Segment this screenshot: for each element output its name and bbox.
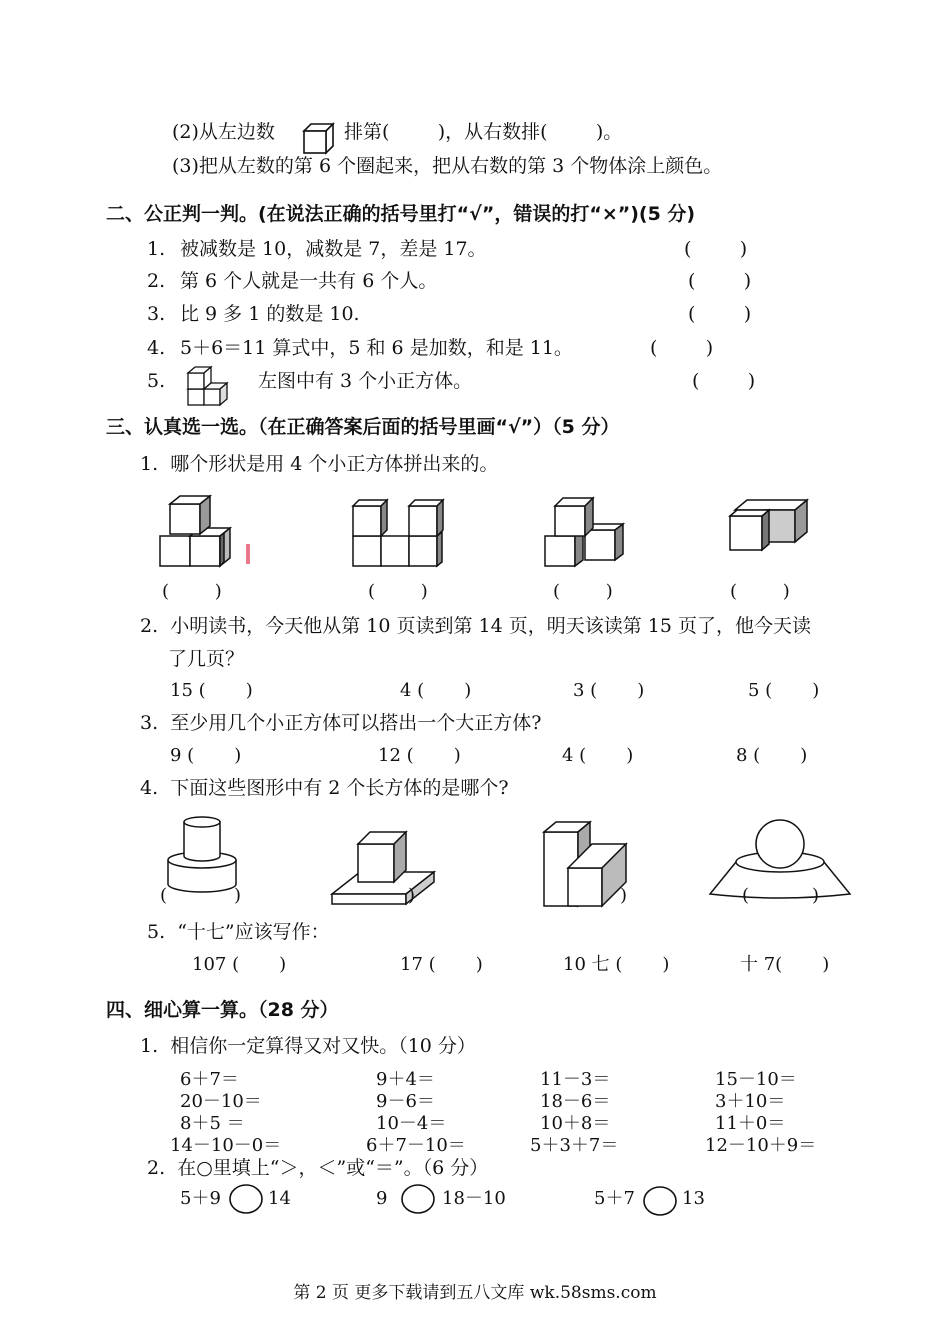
compare-left: 9 [376,1188,388,1209]
compare-left: 5＋7 [594,1188,635,1209]
s3-q3-option[interactable]: 12 ( ) [378,745,461,766]
compare-right: 18－10 [442,1188,506,1209]
page-footer: 第 2 页 更多下载请到五八文库 wk.58sms.com [293,1283,657,1303]
s2-item-paren[interactable]: ( ) [688,303,752,325]
s3-q1-text: 1. 哪个形状是用 4 个小正方体拼出来的。 [140,453,499,475]
s3-q4-paren[interactable]: ) [234,885,242,906]
cube-figure-a [158,494,258,572]
s3-q5-text: 5. “十七”应该写作： [147,921,330,943]
s3-q4-paren[interactable]: ) [812,885,820,906]
s3-q4-paren[interactable]: ) [408,885,416,906]
s2-item-num: 1. [147,238,166,260]
pink-mark [246,544,250,564]
s2-item-num: 4. [147,337,166,359]
s3-q5-option[interactable]: 107 ( ) [192,954,287,975]
q1-line2-b: 排第( )，从右数排( )。 [344,121,623,143]
s4-q1-text: 1. 相信你一定算得又对又快。（10 分） [140,1035,476,1057]
cylinder-stack-figure [160,812,244,896]
compare-left: 5＋9 [180,1188,221,1209]
calc-item[interactable]: 11－3＝ [540,1069,611,1090]
s2-item-text: 5＋6＝11 算式中，5 和 6 是加数，和是 11。 [180,337,573,359]
s3-q3-text: 3. 至少用几个小正方体可以搭出一个大正方体? [140,712,542,734]
calc-item[interactable]: 20－10＝ [180,1091,262,1112]
calc-item[interactable]: 18－6＝ [540,1091,611,1112]
cube-figure-c [543,492,633,572]
s2-item-text: 第 6 个人就是一共有 6 个人。 [180,270,438,292]
s2-item-num: 5. [147,370,166,392]
s3-q2-line1: 2. 小明读书，今天他从第 10 页读到第 14 页，明天该读第 15 页了，他今天读 [140,615,811,637]
sphere-on-cone-figure [706,818,854,902]
s2-item-paren[interactable]: ( ) [692,370,756,392]
q1-line3: (3)把从左数的第 6 个圈起来，把从右数的第 3 个物体涂上颜色。 [172,155,723,177]
calc-item[interactable]: 6＋7＝ [180,1069,239,1090]
s3-q2-option[interactable]: 4 ( ) [400,680,472,701]
s3-q4-paren[interactable]: ( [160,885,168,906]
s3-q1-paren[interactable]: ( ) [368,581,428,602]
s3-q4-paren[interactable]: ) [620,885,628,906]
s2-item-num: 2. [147,270,166,292]
calc-item[interactable]: 6＋7－10＝ [366,1135,466,1156]
s2-item-paren[interactable]: ( ) [688,270,752,292]
s3-q2-option[interactable]: 3 ( ) [573,680,645,701]
s3-q2-option[interactable]: 15 ( ) [170,680,253,701]
cube-on-slab-figure [330,826,440,910]
compare-right: 14 [268,1188,291,1209]
s2-item-text: 被减数是 10，减数是 7，差是 17。 [180,238,487,260]
compare-circle[interactable] [228,1183,264,1215]
s3-q3-option[interactable]: 4 ( ) [562,745,634,766]
calc-item[interactable]: 3＋10＝ [715,1091,786,1112]
s2-item-paren[interactable]: ( ) [684,238,748,260]
calc-item[interactable]: 8＋5 ＝ [180,1113,245,1134]
calc-item[interactable]: 11＋0＝ [715,1113,786,1134]
section4-heading: 四、细心算一算。（28 分） [106,999,339,1021]
s3-q3-option[interactable]: 8 ( ) [736,745,808,766]
s2-item-paren[interactable]: ( ) [650,337,714,359]
calc-item[interactable]: 9＋4＝ [376,1069,435,1090]
s2-item-text: 比 9 多 1 的数是 10. [180,303,360,325]
s3-q1-paren[interactable]: ( ) [162,581,222,602]
calc-item[interactable]: 9－6＝ [376,1091,435,1112]
calc-item[interactable]: 10＋8＝ [540,1113,611,1134]
calc-item[interactable]: 15－10＝ [715,1069,797,1090]
section2-heading: 二、公正判一判。(在说法正确的括号里打“√”，错误的打“×”)(5 分) [106,203,696,225]
calc-item[interactable]: 5＋3＋7＝ [530,1135,619,1156]
s3-q4-text: 4. 下面这些图形中有 2 个长方体的是哪个? [140,777,509,799]
s3-q2-line2: 了几页？ [168,648,245,670]
s2-item-text: 左图中有 3 个小正方体。 [258,370,473,392]
compare-right: 13 [682,1188,705,1209]
s3-q5-option[interactable]: 17 ( ) [400,954,483,975]
calc-item[interactable]: 14－10－0＝ [170,1135,282,1156]
s3-q1-paren[interactable]: ( ) [730,581,790,602]
q1-line2-a: (2)从左边数 [172,121,275,143]
compare-circle[interactable] [400,1183,436,1215]
small-cube-icon [302,122,336,154]
s3-q3-option[interactable]: 9 ( ) [170,745,242,766]
s3-q5-option[interactable]: 十 7( ) [740,954,830,975]
s3-q5-option[interactable]: 10 七 ( ) [563,954,670,975]
s2-item-num: 3. [147,303,166,325]
calc-item[interactable]: 12－10＋9＝ [705,1135,817,1156]
compare-circle[interactable] [642,1185,678,1217]
s4-q2-text: 2. 在○里填上“＞，＜”或“＝”。（6 分） [147,1157,489,1179]
section3-heading: 三、认真选一选。（在正确答案后面的括号里画“√”）（5 分） [106,416,620,438]
cube-figure-d [727,494,815,562]
calc-item[interactable]: 10－4＝ [376,1113,447,1134]
three-cube-figure [185,366,241,410]
s3-q1-paren[interactable]: ( ) [553,581,613,602]
s3-q4-paren[interactable]: ( [742,885,750,906]
s3-q2-option[interactable]: 5 ( ) [748,680,820,701]
cube-figure-b [350,494,446,572]
